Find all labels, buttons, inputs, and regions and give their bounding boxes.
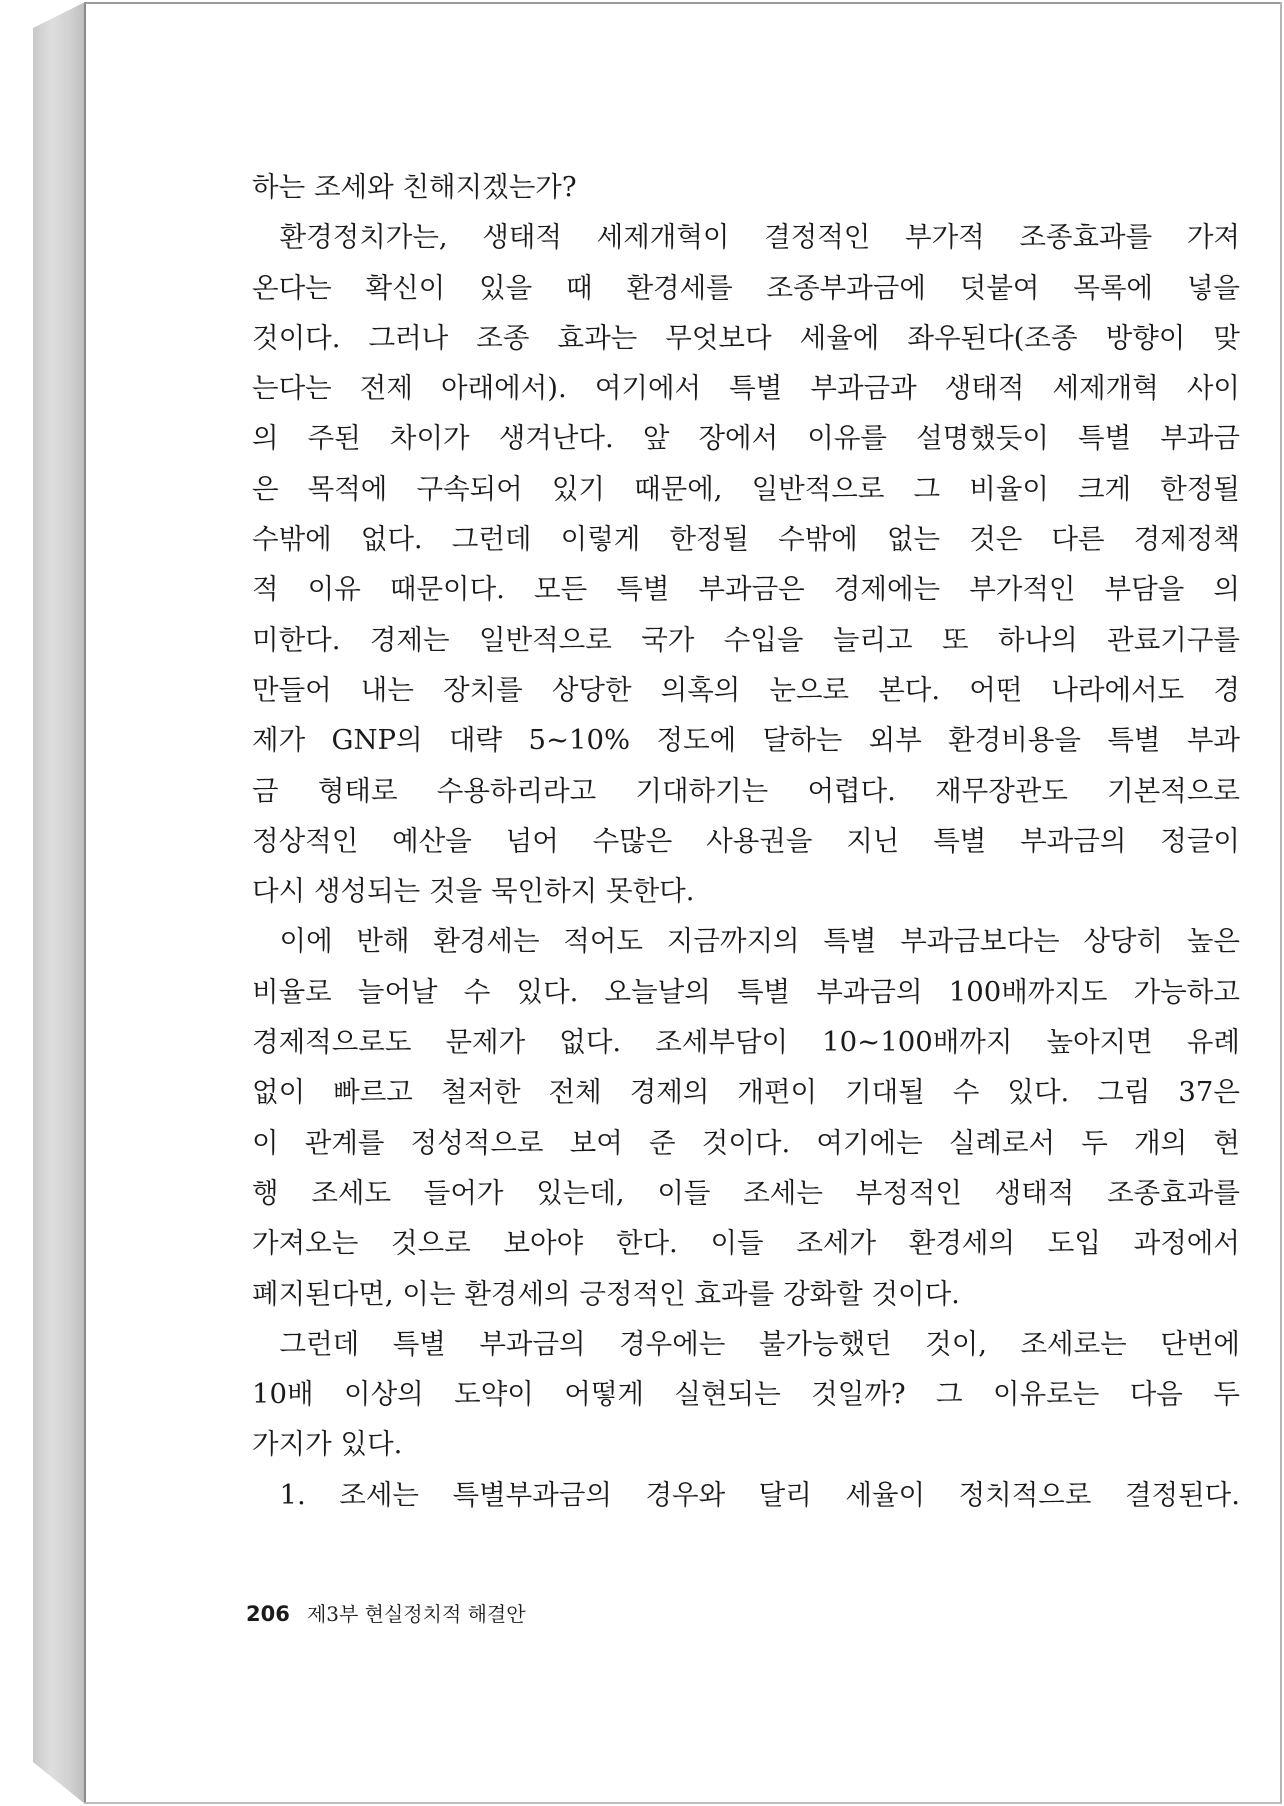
text-line: 미한다. 경제는 일반적으로 국가 수입을 늘리고 또 하나의 관료기구를 <box>252 623 1240 656</box>
book-page <box>86 4 1280 1802</box>
text-line: 가지가 있다. <box>252 1428 403 1461</box>
text-line: 행 조세도 들어가 있는데, 이들 조세는 부정적인 생태적 조종효과를 <box>252 1176 1240 1209</box>
text-line: 폐지된다면, 이는 환경세의 긍정적인 효과를 강화할 것이다. <box>252 1277 960 1310</box>
book-spine <box>33 2 85 1804</box>
text-line: 환경정치가는, 생태적 세제개혁이 결정적인 부가적 조종효과를 가져 <box>279 221 1240 254</box>
book-bottom-edge <box>84 1802 1282 1804</box>
text-line: 다시 생성되는 것을 묵인하지 못한다. <box>252 875 695 908</box>
text-line: 온다는 확신이 있을 때 환경세를 조종부과금에 덧붙여 목록에 넣을 <box>252 271 1240 304</box>
text-line: 적 이유 때문이다. 모든 특별 부과금은 경제에는 부가적인 부담을 의 <box>252 573 1240 606</box>
page-footer <box>246 1598 526 1627</box>
text-line: 것이다. 그러나 조종 효과는 무엇보다 세율에 좌우된다(조종 방향이 맞 <box>252 321 1240 354</box>
book-right-edge <box>1280 2 1282 1804</box>
text-line: 하는 조세와 친해지겠는가? <box>252 171 577 203</box>
text-line: 그런데 특별 부과금의 경우에는 불가능했던 것이, 조세로는 단번에 <box>279 1327 1240 1360</box>
text-line: 금 형태로 수용하리라고 기대하기는 어렵다. 재무장관도 기본적으로 <box>252 774 1240 807</box>
text-line: 의 주된 차이가 생겨난다. 앞 장에서 이유를 설명했듯이 특별 부과금 <box>252 422 1240 455</box>
text-line: 1. 조세는 특별부과금의 경우와 달리 세율이 정치적으로 결정된다. <box>279 1478 1240 1511</box>
text-line: 비율로 늘어날 수 있다. 오늘날의 특별 부과금의 100배까지도 가능하고 <box>252 975 1240 1008</box>
body-text <box>252 162 1240 1520</box>
text-line: 정상적인 예산을 넘어 수많은 사용권을 지닌 특별 부과금의 정글이 <box>252 824 1240 857</box>
text-line: 10배 이상의 도약이 어떻게 실현되는 것일까? 그 이유로는 다음 두 <box>252 1378 1240 1411</box>
text-line: 는다는 전제 아래에서). 여기에서 특별 부과금과 생태적 세제개혁 사이 <box>252 372 1240 405</box>
text-line: 제가 GNP의 대략 5~10% 정도에 달하는 외부 환경비용을 특별 부과 <box>252 724 1240 757</box>
text-line: 만들어 내는 장치를 상당한 의혹의 눈으로 본다. 어떤 나라에서도 경 <box>252 673 1240 706</box>
running-head: 제3부 현실정치적 해결안 <box>306 1602 526 1626</box>
text-line: 없이 빠르고 철저한 전체 경제의 개편이 기대될 수 있다. 그림 37은 <box>252 1076 1240 1109</box>
page-number: 206 <box>246 1602 290 1626</box>
text-line: 수밖에 없다. 그런데 이렇게 한정될 수밖에 없는 것은 다른 경제정책 <box>252 523 1240 556</box>
text-line: 은 목적에 구속되어 있기 때문에, 일반적으로 그 비율이 크게 한정될 <box>252 472 1240 505</box>
text-line: 경제적으로도 문제가 없다. 조세부담이 10~100배까지 높아지면 유례 <box>252 1026 1240 1059</box>
text-line: 이에 반해 환경세는 적어도 지금까지의 특별 부과금보다는 상당히 높은 <box>279 925 1240 958</box>
text-line: 가져오는 것으로 보아야 한다. 이들 조세가 환경세의 도입 과정에서 <box>252 1227 1240 1260</box>
text-line: 이 관계를 정성적으로 보여 준 것이다. 여기에는 실례로서 두 개의 현 <box>252 1126 1240 1159</box>
